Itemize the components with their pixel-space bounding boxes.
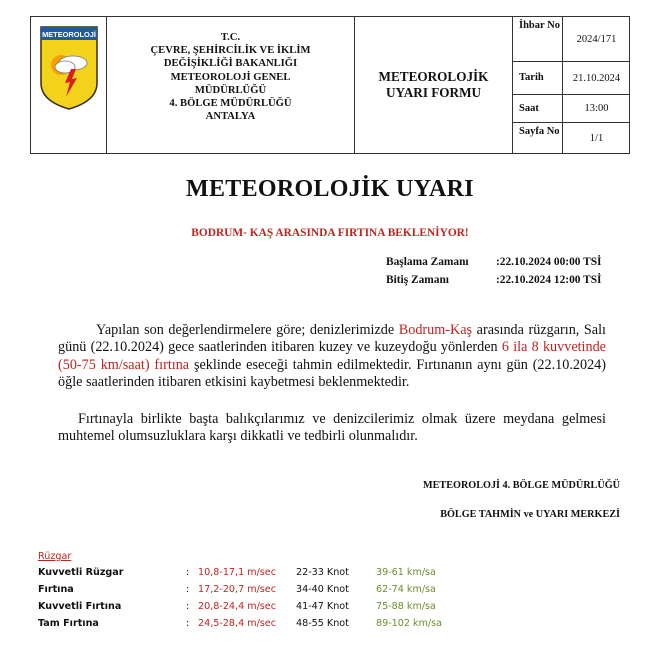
page-title: METEOROLOJİK UYARI <box>186 176 474 202</box>
start-time-label: Başlama Zamanı <box>386 256 469 268</box>
wind-kmh: 89-102 km/sa <box>376 618 443 629</box>
form-title-line: UYARI FORMU <box>385 85 482 100</box>
meta-row-sayfa <box>513 123 630 154</box>
wind-knot: 41-47 Knot <box>296 601 349 612</box>
table-row <box>38 601 598 618</box>
meta-row-tarih <box>513 62 630 95</box>
logo-cell <box>31 17 107 153</box>
end-time-row <box>386 274 626 292</box>
meta-row-ihbar <box>513 17 630 62</box>
para-text: arasında rüzgarın, Salı günü (22.10.2024) gece saatlerinden itibaren kuzey ve kuzeydoğu yönlerden <box>58 322 606 356</box>
table-row <box>38 584 598 601</box>
form-title-line: METEOROLOJİK <box>378 69 489 84</box>
para-highlight-intensity: 6 ila 8 kuvvetinde (50-75 km/saat) fırtına <box>58 339 606 373</box>
wind-ms: 17,2-20,7 m/sec <box>198 584 276 595</box>
meta-label: Tarih <box>513 62 563 94</box>
meta-value: 2024/171 <box>576 33 617 45</box>
logo-lettering: METEOROLOJİ <box>42 30 96 39</box>
signature-center: BÖLGE TAHMİN ve UYARI MERKEZİ <box>440 509 620 520</box>
meta-value: 1/1 <box>589 133 604 144</box>
end-time-value: :22.10.2024 12:00 TSİ <box>496 274 602 286</box>
wind-category: Fırtına <box>38 584 74 595</box>
form-header <box>30 16 630 154</box>
meta-cell <box>513 17 630 153</box>
org-line: MÜDÜRLÜĞÜ <box>194 84 267 96</box>
form-title <box>355 69 512 101</box>
wind-colon: : <box>186 584 190 595</box>
wind-colon: : <box>186 618 190 629</box>
meta-value: 13:00 <box>584 103 609 114</box>
meta-label: Sayfa No <box>513 123 563 154</box>
validity-times <box>386 256 626 292</box>
wind-heading: Rüzgar <box>38 551 72 562</box>
org-line: DEĞİŞİKLİĞİ BAKANLIĞI <box>163 58 298 70</box>
wind-scale-table <box>38 551 598 635</box>
para-text: Yapılan son değerlendirmelere göre; denizlerimizde <box>96 322 399 338</box>
wind-ms: 20,8-24,4 m/sec <box>198 601 276 612</box>
end-time-label: Bitiş Zamanı <box>386 274 449 286</box>
start-time-value: :22.10.2024 00:00 TSİ <box>496 256 602 268</box>
wind-knot: 34-40 Knot <box>296 584 349 595</box>
wind-kmh: 62-74 km/sa <box>376 584 436 595</box>
table-row <box>38 567 598 584</box>
signature-office: METEOROLOJİ 4. BÖLGE MÜDÜRLÜĞÜ <box>423 480 620 491</box>
meteoroloji-logo <box>39 25 99 111</box>
meta-value: 21.10.2024 <box>572 72 621 84</box>
advisory-paragraph <box>58 411 606 446</box>
wind-colon: : <box>186 567 190 578</box>
org-line: METEOROLOJİ GENEL <box>170 71 291 83</box>
form-title-cell <box>355 17 513 153</box>
para-highlight-area: Bodrum-Kaş <box>398 322 473 338</box>
forecast-paragraph <box>58 322 606 392</box>
org-line: T.C. <box>220 32 241 43</box>
wind-knot: 22-33 Knot <box>296 567 349 578</box>
meta-label: İhbar No <box>513 17 563 61</box>
meta-row-saat <box>513 95 630 123</box>
para-text: Fırtınayla birlikte başta balıkçılarımız ve denizcilerimiz olmak üzere meydana gelmesi muhtemel olumsuzluklara karşı dikkatli ve tedbirli olunmalıdır. <box>58 411 606 445</box>
wind-colon: : <box>186 601 190 612</box>
org-line: ÇEVRE, ŞEHİRCİLİK VE İKLİM <box>150 45 311 57</box>
organization-name <box>107 31 354 123</box>
wind-kmh: 75-88 km/sa <box>376 601 436 612</box>
start-time-row <box>386 256 626 274</box>
wind-category: Kuvvetli Fırtına <box>38 601 122 612</box>
wind-knot: 48-55 Knot <box>296 618 349 629</box>
organization-cell <box>107 17 355 153</box>
wind-ms: 10,8-17,1 m/sec <box>198 567 276 578</box>
table-row <box>38 618 598 635</box>
wind-ms: 24,5-28,4 m/sec <box>198 618 276 629</box>
wind-kmh: 39-61 km/sa <box>376 567 436 578</box>
warning-subtitle: BODRUM- KAŞ ARASINDA FIRTINA BEKLENİYOR! <box>191 227 469 239</box>
wind-category: Tam Fırtına <box>38 618 99 629</box>
meta-label: Saat <box>513 95 563 122</box>
org-line: ANTALYA <box>205 111 256 123</box>
wind-category: Kuvvetli Rüzgar <box>38 567 124 578</box>
org-line: 4. BÖLGE MÜDÜRLÜĞÜ <box>169 98 292 110</box>
para-text: şeklinde eseceği tahmin edilmektedir. Fırtınanın aynı gün (22.10.2024) öğle saatlerinden itibaren etkisini kaybetmesi beklenmektedir. <box>58 356 606 391</box>
